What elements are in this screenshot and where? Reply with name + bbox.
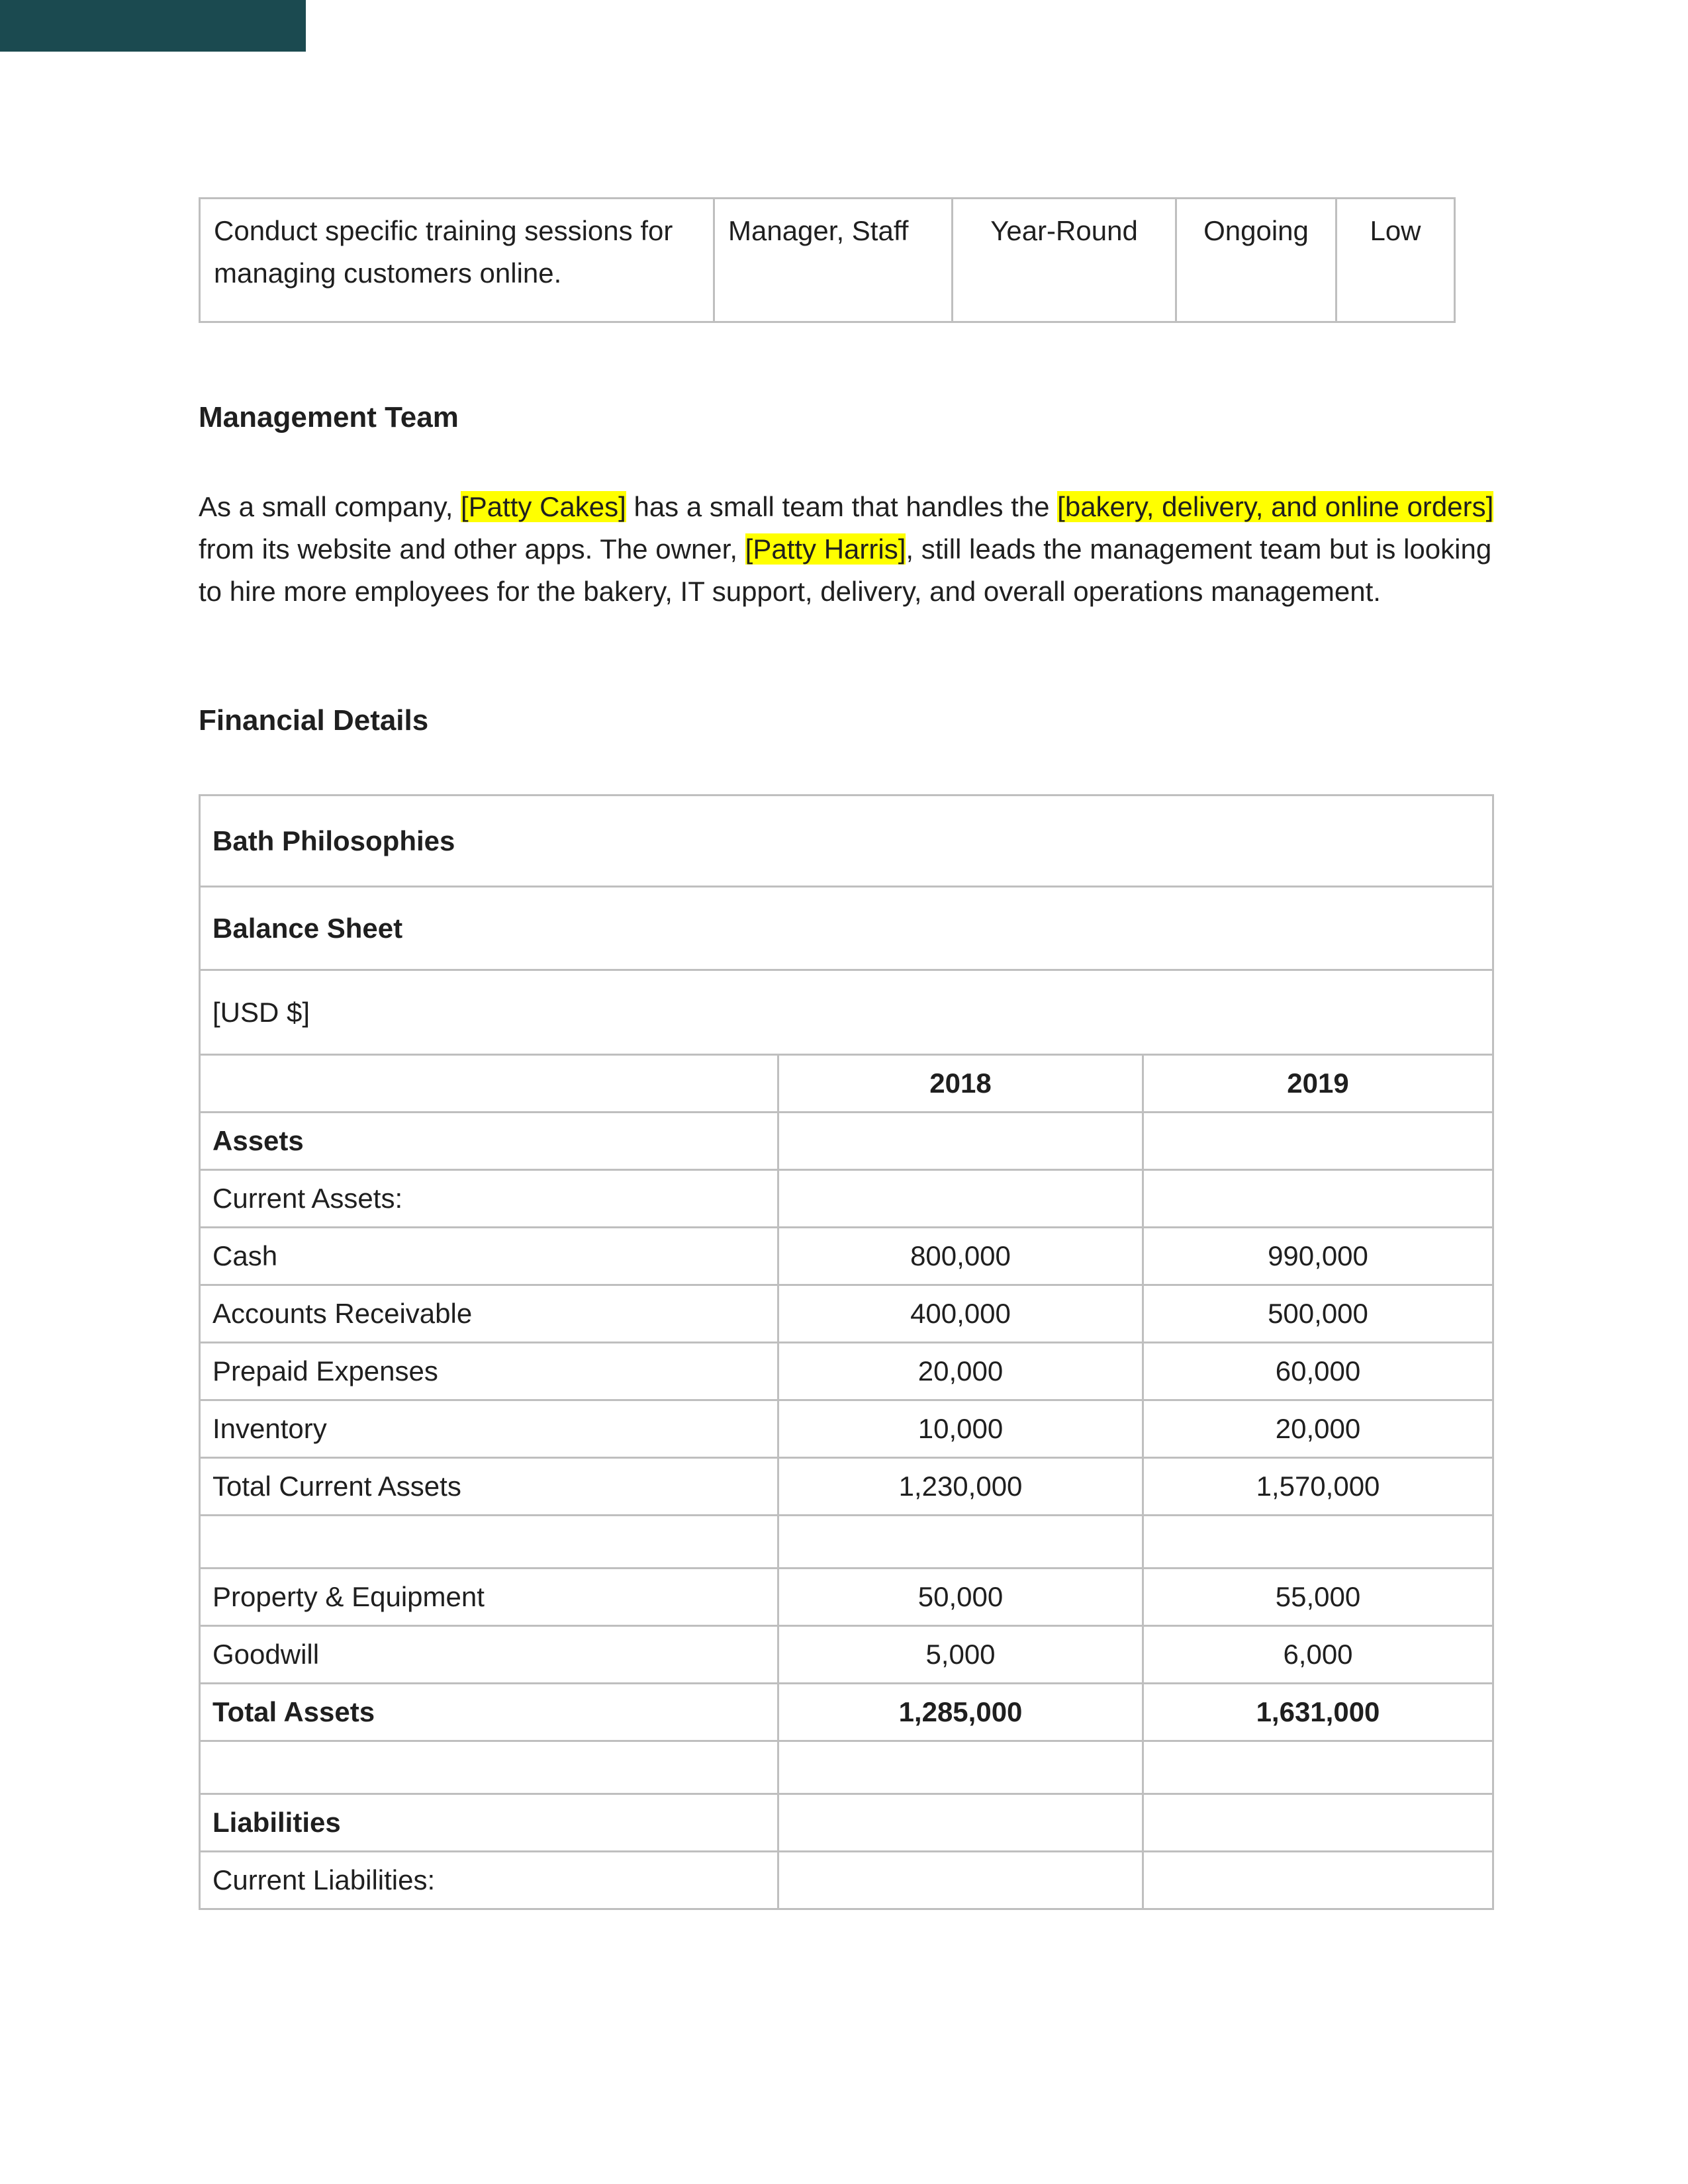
value-2018 [778, 1516, 1143, 1569]
table-row [200, 1400, 1493, 1458]
row-label: Current Assets: [200, 1170, 778, 1228]
value-2018 [778, 1113, 1143, 1170]
value-2019 [1143, 1741, 1493, 1794]
year-header-2018: 2018 [778, 1055, 1143, 1113]
company-name-cell: Bath Philosophies [200, 796, 1493, 887]
text-segment: has a small team that handles the [626, 491, 1058, 522]
table-row [200, 1285, 1493, 1343]
value-2019: 1,570,000 [1143, 1458, 1493, 1516]
row-label: Current Liabilities: [200, 1852, 778, 1909]
header-label-cell [200, 1055, 778, 1113]
text-segment: As a small company, [199, 491, 461, 522]
table-row [200, 1343, 1493, 1400]
financial-details-heading: Financial Details [199, 704, 429, 737]
owner-placeholder: [Patty Harris] [745, 533, 906, 565]
table-row [200, 1170, 1493, 1228]
value-2019: 55,000 [1143, 1569, 1493, 1626]
value-2019 [1143, 1516, 1493, 1569]
value-2018: 5,000 [778, 1626, 1143, 1684]
row-label: Accounts Receivable [200, 1285, 778, 1343]
value-2018 [778, 1741, 1143, 1794]
table-row [200, 1458, 1493, 1516]
table-row [200, 199, 1455, 322]
management-team-paragraph [199, 486, 1496, 613]
value-2018: 10,000 [778, 1400, 1143, 1458]
table-row [200, 1569, 1493, 1626]
table-row [200, 1684, 1493, 1741]
value-2018: 800,000 [778, 1228, 1143, 1285]
value-2019 [1143, 1113, 1493, 1170]
value-2018: 1,230,000 [778, 1458, 1143, 1516]
value-2019 [1143, 1852, 1493, 1909]
company-placeholder: [Patty Cakes] [461, 491, 626, 522]
row-label: Assets [200, 1113, 778, 1170]
table-row [200, 970, 1493, 1055]
text-segment: from its website and other apps. The owner, [199, 533, 745, 565]
value-2019: 990,000 [1143, 1228, 1493, 1285]
priority-cell: Low [1336, 199, 1455, 322]
services-placeholder: [bakery, delivery, and online orders] [1057, 491, 1494, 522]
value-2019: 6,000 [1143, 1626, 1493, 1684]
table-row [200, 1228, 1493, 1285]
value-2019 [1143, 1170, 1493, 1228]
row-label [200, 1516, 778, 1569]
value-2018 [778, 1852, 1143, 1909]
value-2018: 400,000 [778, 1285, 1143, 1343]
value-2018: 20,000 [778, 1343, 1143, 1400]
balance-sheet-table [199, 794, 1494, 1910]
row-label: Property & Equipment [200, 1569, 778, 1626]
responsible-cell: Manager, Staff [714, 199, 953, 322]
currency-cell: [USD $] [200, 970, 1493, 1055]
header-accent-bar [0, 0, 306, 52]
table-row [200, 1626, 1493, 1684]
management-team-heading: Management Team [199, 401, 459, 433]
table-row [200, 1113, 1493, 1170]
table-row-empty [200, 1741, 1493, 1794]
sheet-title-cell: Balance Sheet [200, 887, 1493, 970]
value-2019: 20,000 [1143, 1400, 1493, 1458]
value-2019: 1,631,000 [1143, 1684, 1493, 1741]
task-cell: Conduct specific training sessions for managing customers online. [200, 199, 714, 322]
value-2018 [778, 1170, 1143, 1228]
value-2019: 500,000 [1143, 1285, 1493, 1343]
row-label [200, 1741, 778, 1794]
row-label: Goodwill [200, 1626, 778, 1684]
row-label: Prepaid Expenses [200, 1343, 778, 1400]
table-row [200, 1852, 1493, 1909]
value-2018: 1,285,000 [778, 1684, 1143, 1741]
table-row [200, 796, 1493, 887]
value-2019: 60,000 [1143, 1343, 1493, 1400]
table-header-row [200, 1055, 1493, 1113]
row-label: Cash [200, 1228, 778, 1285]
action-plan-table [199, 197, 1456, 323]
table-row [200, 1794, 1493, 1852]
value-2019 [1143, 1794, 1493, 1852]
row-label: Total Current Assets [200, 1458, 778, 1516]
row-label: Inventory [200, 1400, 778, 1458]
text-segment: , still leads the management team but is looking to hire more employees for the bakery, IT support, delivery, and overall operations management. [199, 533, 1492, 607]
table-row [200, 887, 1493, 970]
row-label: Liabilities [200, 1794, 778, 1852]
year-header-2019: 2019 [1143, 1055, 1493, 1113]
status-cell: Ongoing [1176, 199, 1336, 322]
value-2018: 50,000 [778, 1569, 1143, 1626]
table-row-empty [200, 1516, 1493, 1569]
row-label: Total Assets [200, 1684, 778, 1741]
timeline-cell: Year-Round [953, 199, 1176, 322]
value-2018 [778, 1794, 1143, 1852]
